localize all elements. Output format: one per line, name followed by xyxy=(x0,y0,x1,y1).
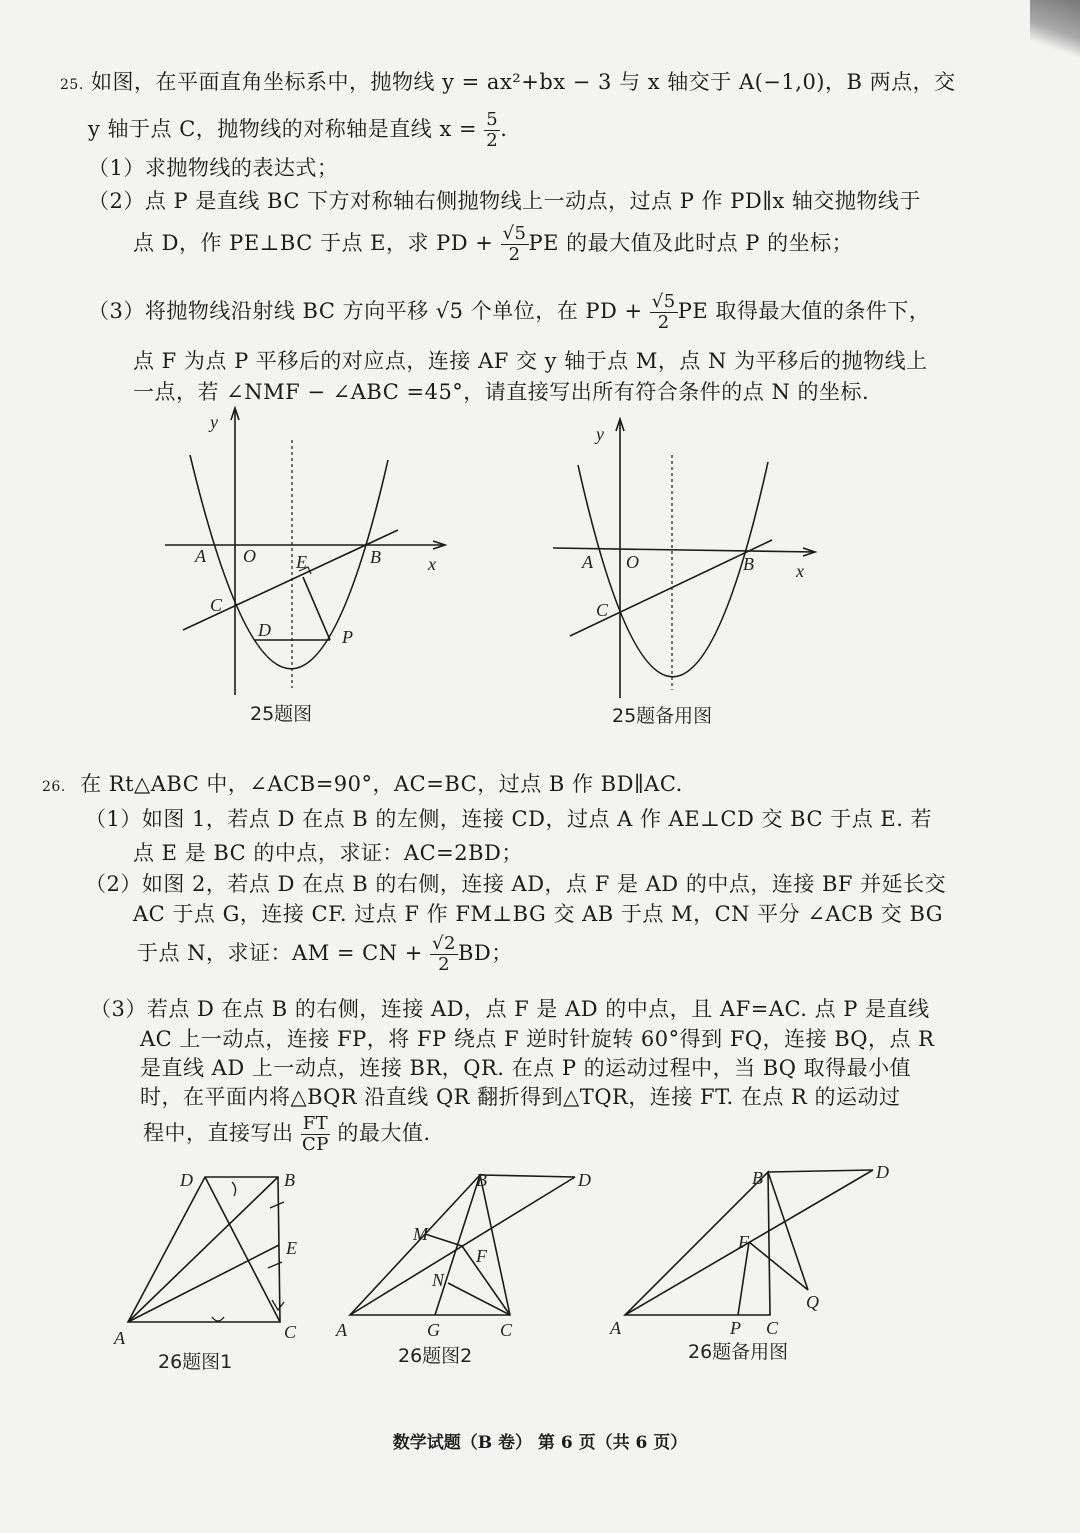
text: BD； xyxy=(458,941,513,965)
label-a: A xyxy=(582,552,593,572)
figure-caption: 26题图2 xyxy=(398,1345,473,1367)
frac-den: CP xyxy=(301,1134,329,1155)
figure-caption: 25题图 xyxy=(250,703,313,725)
figure-26-backup xyxy=(609,1162,889,1363)
frac-num: √2 xyxy=(432,933,456,954)
question-number: 25. xyxy=(60,77,84,93)
text: 的最大值. xyxy=(337,1121,431,1145)
parabola xyxy=(190,455,388,669)
segment-bd xyxy=(480,1175,575,1177)
text: PE 的最大值及此时点 P 的坐标； xyxy=(528,231,854,255)
label-q: Q xyxy=(806,1292,819,1312)
q26-part1-line1: （1）如图 1，若点 D 在点 B 的左侧，连接 CD，过点 A 作 AE⊥CD 交 BC 于点 E. 若 xyxy=(85,807,933,831)
label-b: B xyxy=(752,1168,763,1188)
label-b: B xyxy=(476,1170,487,1190)
q25-part3-line2: 点 F 为点 P 平移后的对应点，连接 AF 交 y 轴于点 M，点 N 为平移后的抛物线上 xyxy=(133,349,928,373)
q25-part2-line1: （2）点 P 是直线 BC 下方对称轴右侧抛物线上一动点，过点 P 作 PD∥x 轴交抛物线于 xyxy=(88,189,921,213)
frac-den: 2 xyxy=(657,312,670,333)
figure-25-backup xyxy=(553,419,815,727)
parabola xyxy=(578,462,768,677)
label-e: E xyxy=(286,1238,297,1258)
q25-stem-text2: y 轴于点 C，抛物线的对称轴是直线 x = xyxy=(88,117,478,141)
segment-ae xyxy=(128,1245,279,1322)
figure-26-1 xyxy=(113,1170,297,1373)
q26-part3-line1: （3）若点 D 在点 B 的右侧，连接 AD，点 F 是 AD 的中点，且 AF=AC. 点 P 是直线 xyxy=(90,997,930,1021)
label-o: O xyxy=(626,552,639,572)
label-b: B xyxy=(743,554,754,574)
label-c: C xyxy=(596,600,609,620)
segment-bd xyxy=(768,1170,873,1172)
label-d: D xyxy=(876,1162,889,1182)
frac-den: 2 xyxy=(438,954,451,975)
text: 程中，直接写出 xyxy=(143,1121,294,1145)
figure-caption: 26题备用图 xyxy=(688,1341,789,1363)
figure-caption: 26题图1 xyxy=(158,1351,233,1373)
label-c: C xyxy=(210,595,223,615)
segment-pe xyxy=(303,577,330,640)
label-n: N xyxy=(432,1270,445,1290)
label-o: O xyxy=(243,546,256,566)
label-f: F xyxy=(738,1232,749,1252)
tick-marks xyxy=(212,1182,284,1321)
label-g: G xyxy=(427,1320,440,1340)
label-a: A xyxy=(336,1320,347,1340)
label-y: y xyxy=(596,424,604,444)
q25-stem-text: 如图，在平面直角坐标系中，抛物线 y = ax²+bx − 3 与 x 轴交于 A(−1,0)，B 两点，交 xyxy=(90,70,956,94)
label-p: P xyxy=(342,627,353,647)
text: 点 D，作 PE⊥BC 于点 E，求 PD + xyxy=(133,231,494,255)
label-d: D xyxy=(258,620,271,640)
text: PE 取得最大值的条件下， xyxy=(677,299,931,323)
label-x: x xyxy=(428,554,436,574)
question-number: 26. xyxy=(42,779,66,795)
label-d: D xyxy=(180,1170,193,1190)
figure-25 xyxy=(165,408,445,725)
frac-den: 2 xyxy=(508,244,521,265)
label-c: C xyxy=(500,1320,513,1340)
frac-num: FT xyxy=(302,1113,329,1134)
label-b: B xyxy=(284,1170,295,1190)
label-e: E xyxy=(296,552,307,572)
text: （3）将抛物线沿射线 BC 方向平移 √5 个单位，在 PD + xyxy=(88,299,643,323)
label-y: y xyxy=(210,412,218,432)
q25-part1: （1）求抛物线的表达式； xyxy=(88,156,339,180)
segment-fp xyxy=(738,1242,749,1315)
q25-part3-line3: 一点，若 ∠NMF − ∠ABC =45°，请直接写出所有符合条件的点 N 的坐标. xyxy=(133,380,870,404)
q26-part1-line2: 点 E 是 BC 的中点，求证：AC=2BD； xyxy=(133,841,523,865)
label-c: C xyxy=(766,1318,779,1338)
label-d: D xyxy=(578,1170,591,1190)
q26-part2-line2: AC 于点 G，连接 CF. 过点 F 作 FM⊥BG 交 AB 于点 M，CN 平分 ∠ACB 交 BG xyxy=(133,902,944,926)
q26-part3-line4: 时，在平面内将△BQR 沿直线 QR 翻折得到△TQR，连接 FT. 在点 R 的运动过 xyxy=(140,1085,901,1109)
triangle-abc xyxy=(350,1175,510,1315)
label-a: A xyxy=(195,546,206,566)
label-p: P xyxy=(730,1318,741,1338)
q26-part3-line3: 是直线 AD 上一动点，连接 BR，QR. 在点 P 的运动过程中，当 BQ 取得最小值 xyxy=(140,1056,912,1080)
q26-part2-line1: （2）如图 2，若点 D 在点 B 的右侧，连接 AD，点 F 是 AD 的中点，连接 BF 并延长交 xyxy=(85,872,947,896)
text: 于点 N，求证：AM = CN + xyxy=(137,941,423,965)
frac-num: √5 xyxy=(502,223,527,244)
label-x: x xyxy=(796,561,804,581)
figure-26-2 xyxy=(335,1170,591,1367)
q26-part3-line2: AC 上一动点，连接 FP，将 FP 绕点 F 逆时针旋转 60°得到 FQ，连接 BQ，点 R xyxy=(140,1027,935,1051)
figure-caption: 25题备用图 xyxy=(612,705,713,727)
frac-num: 5 xyxy=(486,109,499,130)
frac-num: √5 xyxy=(651,291,676,312)
label-c: C xyxy=(284,1322,297,1342)
label-m: M xyxy=(413,1224,428,1244)
segment-bq xyxy=(768,1172,808,1290)
period: . xyxy=(500,117,508,141)
segment-cn xyxy=(448,1283,510,1315)
label-a: A xyxy=(610,1318,621,1338)
frac-den: 2 xyxy=(486,130,499,151)
label-a: A xyxy=(114,1328,125,1348)
label-f: F xyxy=(476,1246,487,1266)
segment-ab xyxy=(128,1177,278,1322)
segment-fm xyxy=(425,1234,462,1246)
page-footer: 数学试题（B 卷） 第 6 页（共 6 页） xyxy=(392,1433,688,1453)
label-b: B xyxy=(370,547,381,567)
q26-stem-text: 在 Rt△ABC 中，∠ACB=90°，AC=BC，过点 B 作 BD∥AC. xyxy=(80,772,683,796)
